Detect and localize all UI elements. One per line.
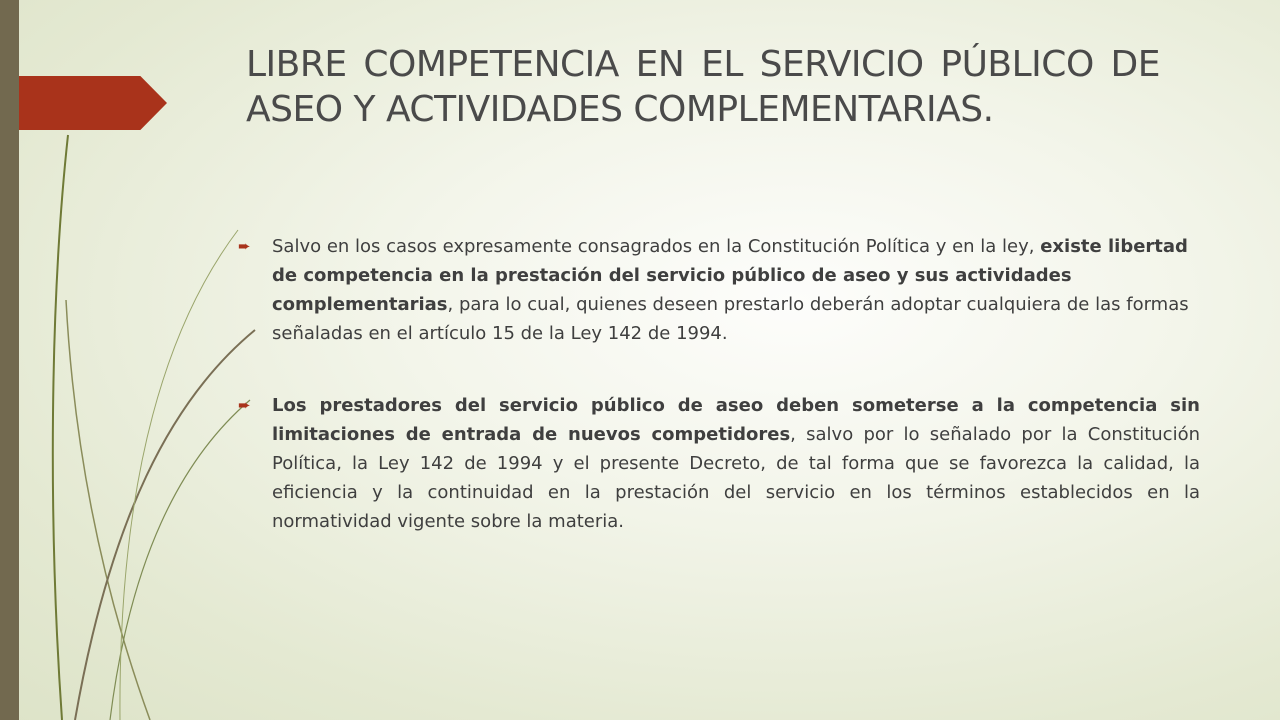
arrow-bullet-icon: ➨ — [238, 396, 251, 414]
decor-curve-4 — [110, 400, 250, 720]
decor-curve-3 — [75, 330, 255, 720]
bullet-item-1 — [238, 232, 1200, 348]
bullet-2-bold-text: Los prestadores del servicio público de aseo deben someterse a la competencia sin limitaciones de entrada de nuevos competidores — [272, 395, 1200, 445]
decor-curve-2 — [66, 300, 150, 720]
slide-title: LIBRE COMPETENCIA EN EL SERVICIO PÚBLICO DE ASEO Y ACTIVIDADES COMPLEMENTARIAS. — [246, 44, 1160, 130]
bullet-item-2 — [238, 391, 1200, 536]
arrow-bullet-icon: ➨ — [238, 237, 251, 255]
bullet-1-text-tail: , para lo cual, quienes deseen prestarlo deberán adoptar cualquiera de las formas señaladas en el artículo 15 de la Ley 142 de 1994. — [272, 294, 1189, 344]
bullet-list — [238, 232, 1200, 536]
bullet-1-text: Salvo en los casos expresamente consagrados en la Constitución Política y en la ley, — [272, 236, 1041, 257]
title-arrow-shape — [19, 76, 167, 130]
bullet-2-text-tail: , salvo por lo señalado por la Constitución Política, la Ley 142 de 1994 y el presente Decreto, de tal forma que se favorezca la calidad, la eficiencia y la continuidad en la prestación del servicio en los términos establecidos en la normatividad vigente sobre la materia. — [272, 424, 1200, 532]
left-decor-bar — [0, 0, 19, 720]
decor-curve-1 — [53, 135, 68, 720]
bullet-1-bold-text: existe libertad de competencia en la prestación del servicio público de aseo y sus actividades complementarias — [272, 236, 1188, 315]
decor-curve-5 — [120, 230, 238, 720]
